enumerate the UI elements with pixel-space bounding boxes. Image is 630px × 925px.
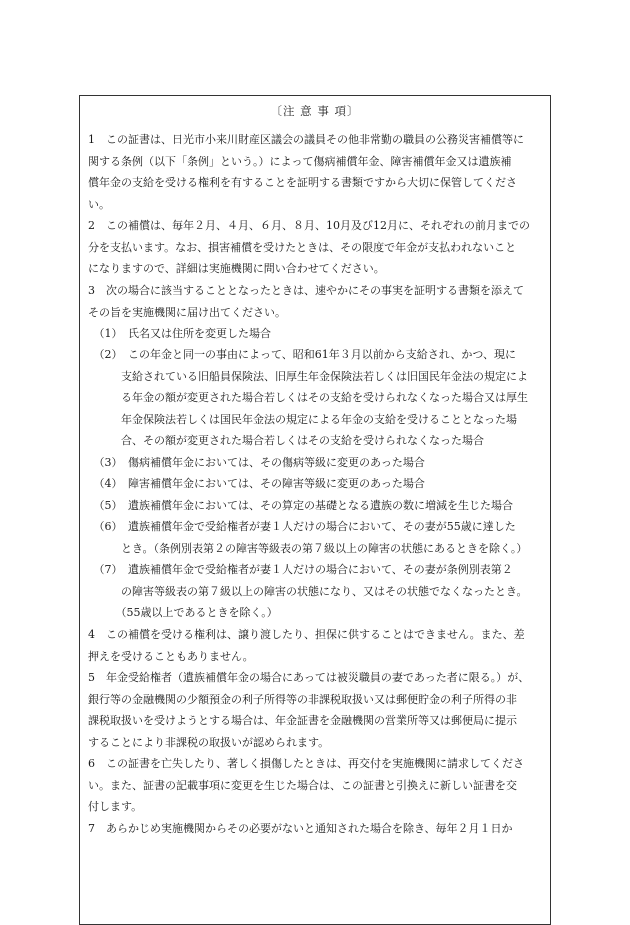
notice-line: （3） 傷病補償年金においては、その傷病等級に変更のあった場合 [88,456,425,469]
notice-line: 支給されている旧船員保険法、旧厚生年金保険法若しくは旧国民年金法の規定によ [88,369,528,383]
notice-line: その旨を実施機関に届け出てください。 [88,305,286,319]
notice-line: 分を支払います。なお、損害補償を受けたときは、その限度で年金が支払われないこと [88,240,517,254]
notice-line: 関する条例（以下「条例」という。）によって傷病補償年金、障害補償年金又は遺族補 [88,154,512,168]
notice-subitem-3 [88,452,425,474]
notice-line: （7） 遺族補償年金で受給権者が妻１人だけの場合において、その妻が条例別表第２ [88,563,513,576]
notice-line: （1） 氏名又は住所を変更した場合 [88,327,271,340]
notice-line: 合、その額が変更された場合若しくはその支給を受けられなくなった場合 [88,434,484,447]
notice-subitem-7 [88,559,528,624]
notice-line: る年金の額が変更された場合若しくはその支給を受けられなくなった場合又は厚生 [88,391,528,404]
notice-subitem-1 [88,323,271,345]
notice-line: 1 この証書は、日光市小来川財産区議会の議員その他非常勤の職員の公務災害補償等に [88,133,524,146]
notice-line: 銀行等の金融機関の少額預金の利子所得等の非課税取扱い又は郵便貯金の利子所得の非 [88,692,517,706]
notice-line: になりますので、詳細は実施機関に問い合わせてください。 [88,262,385,275]
notice-line: （6） 遺族補償年金で受給権者が妻１人だけの場合において、その妻が55歳に達した [88,520,516,533]
notice-subitem-2 [88,344,528,452]
notice-line: 7 あらかじめ実施機関からその必要がないと通知された場合を除き、毎年２月１日か [88,822,513,835]
notice-line: 償年金の支給を受ける権利を有することを証明する書類ですから大切に保管してくださ [88,176,517,189]
notice-line: とき。（条例別表第２の障害等級表の第７級以上の障害の状態にあるときを除く。） [88,541,528,555]
notice-line: 6 この証書を亡失したり、著しく損傷したときは、再交付を実施機関に請求してくださ [88,757,524,770]
notice-item-4 [88,624,525,667]
notice-item-5 [88,667,529,753]
notice-line: 付します。 [88,800,143,813]
notice-line: （2） この年金と同一の事由によって、昭和61年３月以前から支給され、かつ、現に [88,348,516,361]
notice-item-7 [88,818,513,840]
notice-line: 年金保険法若しくは国民年金法の規定による年金の支給を受けることとなった場 [88,412,517,426]
notice-line: の障害等級表の第７級以上の障害の状態になり、又はその状態でなくなったとき。 [88,584,528,598]
notice-line: い。また、証書の記載事項に変更を生じた場合は、この証書と引換えに新しい証書を交 [88,778,517,792]
notice-line: い。 [88,197,110,211]
notice-line: 3 次の場合に該当することとなったときは、速やかにその事実を証明する書類を添えて [88,284,524,297]
notice-line: 4 この補償を受ける権利は、譲り渡したり、担保に供することはできません。また、差 [88,628,525,641]
notice-item-2 [88,215,530,280]
notice-item-6 [88,753,524,818]
notice-title: 〔注 意 事 項〕 [270,104,360,118]
notice-line: 5 年金受給権者（遺族補償年金の場合にあっては被災職員の妻であった者に限る。）が、 [88,671,530,684]
notice-item-1 [88,129,524,215]
notice-item-3 [88,280,524,323]
notice-line: （55歳以上であるときを除く。） [88,606,278,619]
notice-line: 課税取扱いを受けようとする場合は、年金証書を金融機関の営業所等又は郵便局に提示 [88,714,517,727]
notice-line: （5） 遺族補償年金においては、その算定の基礎となる遺族の数に増減を生じた場合 [88,499,513,512]
notice-line: することにより非課税の取扱いが認められます。 [88,735,330,749]
notice-subitem-5 [88,495,513,517]
notice-line: （4） 障害補償年金においては、その障害等級に変更のあった場合 [88,477,425,490]
notice-subitem-6 [88,516,527,559]
notice-line: 押えを受けることもありません。 [88,649,254,663]
notice-subitem-4 [88,473,425,495]
notice-line: 2 この補償は、毎年２月、４月、６月、８月、10月及び12月に、それぞれの前月までの [88,219,530,232]
